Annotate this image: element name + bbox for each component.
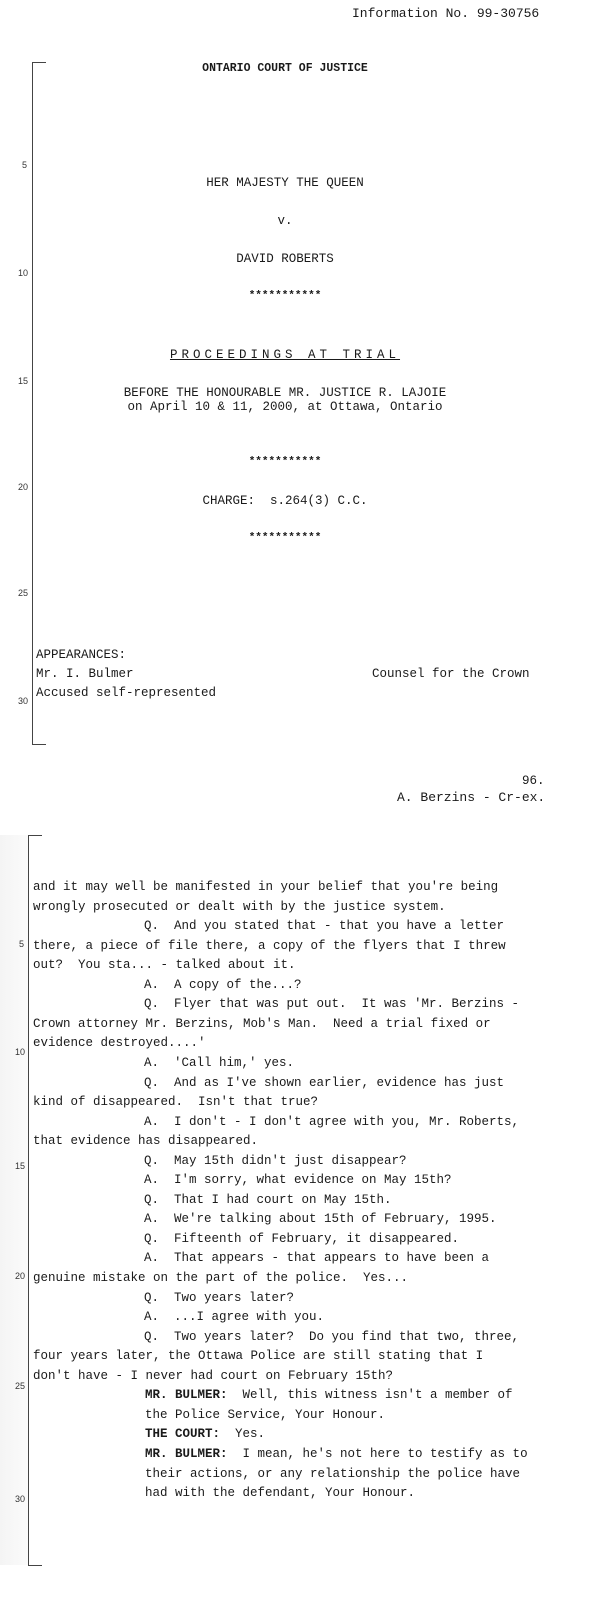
counsel-role: Counsel for the Crown: [372, 667, 530, 681]
line-number: 10: [18, 268, 29, 278]
line-number: 5: [19, 939, 25, 949]
transcript-line: [33, 900, 446, 914]
transcript-text: Q. And as I've shown earlier, evidence has just: [144, 1075, 505, 1090]
separator-stars: ***********: [248, 290, 322, 302]
transcript-text: that evidence has disappeared.: [33, 1134, 259, 1149]
before-judge: BEFORE THE HONOURABLE MR. JUSTICE R. LAJOIE: [123, 386, 447, 400]
transcript-text: wrongly prosecuted or dealt with by the justice system.: [33, 899, 446, 914]
transcript-text: genuine mistake on the part of the police. Yes...: [33, 1271, 409, 1285]
transcript-text: evidence destroyed....': [33, 1036, 206, 1051]
transcript-line: [144, 1115, 519, 1129]
transcript-line: [33, 1017, 491, 1031]
transcript-text: A. I'm sorry, what evidence on May 15th?: [144, 1173, 452, 1188]
transcript-line: [144, 997, 519, 1011]
transcript-line: [144, 1076, 504, 1090]
transcript-line: [144, 1173, 452, 1187]
transcript-line: [145, 1388, 513, 1402]
transcript-line: [33, 1036, 206, 1050]
witness-header: A. Berzins - Cr-ex.: [397, 790, 546, 805]
transcript-line: [144, 1330, 519, 1344]
line-number: 30: [15, 1494, 26, 1504]
transcript-line: [144, 1310, 324, 1324]
transcript-text: Q. That I had court on May 15th.: [144, 1192, 392, 1207]
transcript-text: Q. Fifteenth of February, it disappeared.: [144, 1231, 460, 1246]
speaker-label: THE COURT:: [145, 1427, 221, 1442]
transcript-line: [145, 1408, 385, 1422]
transcript-text: Yes.: [220, 1427, 266, 1442]
transcript-text: had with the defendant, Your Honour.: [145, 1486, 416, 1501]
transcript-line: [33, 939, 506, 953]
transcript-text: their actions, or any relationship the police have: [145, 1466, 521, 1481]
transcript-text: Q. May 15th didn't just disappear?: [144, 1153, 407, 1168]
transcript-line: [33, 1349, 483, 1363]
transcript-line: [33, 880, 498, 894]
transcript-text: I mean, he's not here to testify as to: [227, 1446, 528, 1461]
proceedings-heading: PROCEEDINGS AT TRIAL: [169, 348, 401, 362]
transcript-text: Q. Two years later? Do you find that two, three,: [144, 1329, 520, 1344]
versus: v.: [277, 214, 293, 228]
transcript-text: the Police Service, Your Honour.: [145, 1407, 386, 1422]
transcript-text: four years later, the Ottawa Police are still stating that I: [33, 1349, 484, 1364]
transcript-line: [145, 1447, 528, 1461]
transcript-line: [33, 958, 296, 972]
separator-stars: ***********: [248, 532, 322, 544]
transcript-line: [145, 1467, 520, 1481]
line-number: 20: [15, 1271, 26, 1281]
transcript-text: there, a piece of file there, a copy of the flyers that I threw: [33, 938, 506, 953]
transcript-line: [33, 1369, 393, 1383]
transcript-text: out? You sta... - talked about it.: [33, 958, 296, 973]
transcript-line: [33, 1095, 318, 1109]
transcript-line: [145, 1486, 415, 1500]
party-accused: DAVID ROBERTS: [236, 252, 334, 266]
line-number: 25: [15, 1381, 26, 1391]
transcript-line: [144, 1193, 392, 1207]
transcript-line: [144, 1154, 407, 1168]
transcript-line: [144, 919, 504, 933]
margin-bracket-top: [28, 835, 42, 836]
court-name: ONTARIO COURT OF JUSTICE: [202, 62, 368, 75]
transcript-line: [144, 1291, 294, 1305]
transcript-line: [144, 1232, 459, 1246]
transcript-line: [144, 1056, 294, 1070]
transcript-text: and it may well be manifested in your belief that you're being: [33, 880, 499, 894]
transcript-text: Crown attorney Mr. Berzins, Mob's Man. Need a trial fixed or: [33, 1016, 491, 1031]
line-number: 5: [22, 160, 28, 170]
transcript-text: Q. And you stated that - that you have a letter: [144, 919, 505, 934]
transcript-text: A. ...I agree with you.: [144, 1310, 325, 1325]
transcript-text: A. We're talking about 15th of February, 1995.: [144, 1212, 497, 1227]
transcript-text: Well, this witness isn't a member of: [227, 1388, 513, 1403]
accused-status: Accused self-represented: [36, 686, 217, 700]
appearances-label: APPEARANCES:: [36, 648, 127, 662]
transcript-line: [145, 1427, 265, 1441]
margin-bracket: [28, 835, 29, 1565]
page-number: 96.: [522, 774, 545, 788]
transcript-text: A. That appears - that appears to have been a: [144, 1251, 490, 1266]
transcript-line: [33, 1134, 258, 1148]
speaker-label: MR. BULMER:: [145, 1446, 228, 1461]
transcript-text: Q. Two years later?: [144, 1290, 295, 1305]
trial-dates: on April 10 & 11, 2000, at Ottawa, Ontario: [127, 400, 443, 414]
transcript-line: [144, 1212, 497, 1226]
counsel-name: Mr. I. Bulmer: [36, 667, 134, 681]
line-number: 25: [18, 588, 29, 598]
transcript-text: Q. Flyer that was put out. It was 'Mr. Berzins -: [144, 997, 520, 1012]
line-number: 15: [18, 376, 29, 386]
transcript-text: A. 'Call him,' yes.: [144, 1055, 295, 1070]
speaker-label: MR. BULMER:: [145, 1388, 228, 1403]
line-number: 30: [18, 696, 29, 706]
transcript-line: [33, 1271, 408, 1285]
charge: CHARGE: s.264(3) C.C.: [202, 494, 368, 508]
party-crown: HER MAJESTY THE QUEEN: [206, 176, 364, 190]
margin-bracket-bottom: [28, 1565, 42, 1566]
transcript-text: kind of disappeared. Isn't that true?: [33, 1095, 319, 1110]
transcript-text: don't have - I never had court on February 15th?: [33, 1368, 394, 1383]
line-number: 20: [18, 482, 29, 492]
transcript-text: A. I don't - I don't agree with you, Mr. Roberts,: [144, 1114, 520, 1129]
transcript-text: A. A copy of the...?: [144, 977, 302, 992]
transcript-line: [144, 1251, 489, 1265]
information-number: Information No. 99-30756: [352, 6, 540, 21]
separator-stars: ***********: [248, 456, 322, 468]
line-number: 15: [15, 1161, 26, 1171]
transcript-line: [144, 978, 302, 992]
line-number: 10: [15, 1047, 26, 1057]
margin-bracket-bottom: [32, 744, 46, 745]
